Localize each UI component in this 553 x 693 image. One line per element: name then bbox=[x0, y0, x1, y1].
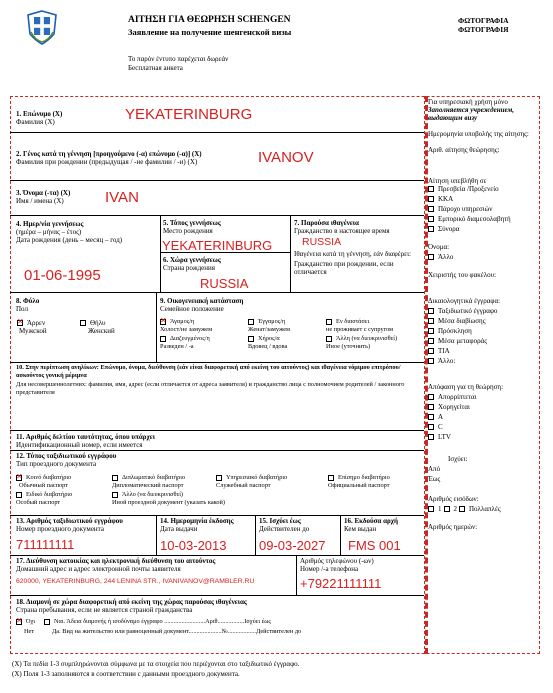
female-checkbox[interactable] bbox=[80, 320, 86, 326]
first-name-value[interactable]: IVAN bbox=[105, 189, 139, 206]
field-4-label: 4. Ημερ/νία γεννήσεως (ημέρα – μήνας – έτος) Дата рождения (день – месяц – год) bbox=[16, 220, 123, 244]
field-3-label: 3. Όνομα (-τα) (X) Имя / имена (X) bbox=[16, 189, 71, 205]
field-6-label: 6. Χώρα γεννήσεως Страна рождения bbox=[163, 256, 221, 272]
field-11-label: 11. Αριθμός δελτίου ταυτότητας, όπου υπάρχει Идентификационный номер, если имеется bbox=[16, 433, 155, 449]
field-17-label: 17. Διεύθυνση κατοικίας και ηλεκτρονική διεύθυνση του αιτούντος Домашний адрес и адрес электронной почты заявителя bbox=[16, 557, 216, 573]
field-5-label: 5. Τόπος γεννήσεως Место рождения bbox=[163, 219, 221, 235]
free-text-russian: Бесплатная анкета bbox=[128, 64, 183, 72]
nationality-value[interactable]: RUSSIA bbox=[302, 236, 342, 248]
nationality-birth-label: Ιθαγένεια κατά τη γέννηση, εάν διαφέρει: Гражданство при рождении, если отличается bbox=[294, 250, 411, 276]
phone-label: Αριθμός τηλεφώνου (-ων) Номер /-а телефона bbox=[300, 557, 374, 573]
title-greek: ΑΙΤΗΣΗ ΓΙΑ ΘΕΩΡΗΣΗ SCHENGEN bbox=[128, 15, 291, 25]
residence-options[interactable]: ✕ Όχι Ναι. Άδεια διαμονής ή ισοδύναμο έγγραφο ..........................Αριθ.................Ισχύει έως Нет Да. Вид на жительство или равноценный документ.....................№..................Действителен до bbox=[16, 618, 420, 635]
marital-status-options[interactable]: ✕ Άγαμος/η Έγγαμος/η Εν διαστάσει Холост/не замужем Женат/замужем не проживает с супругом Διαζευγμένος/η Χήρος/α Άλλη (να διευκρινισθεί) Разведен / -а Вдовец / вдова Иное (уточнить) bbox=[160, 318, 422, 350]
birth-country-value[interactable]: RUSSIA bbox=[200, 276, 249, 291]
field-16-label: 16. Εκδούσα αρχή Кем выдан bbox=[344, 517, 398, 533]
phone-value[interactable]: +79221111111 bbox=[300, 576, 382, 591]
sex-female-option[interactable]: Θήλυ Женский bbox=[80, 319, 115, 335]
greek-emblem bbox=[26, 10, 58, 45]
single-checkbox[interactable] bbox=[160, 319, 166, 325]
field-18-label: 18. Διαμονή σε χώρα διαφορετική από εκείνη της χώρας παρούσας ιθαγένειας Страна пребывания, если не является страной гражданства bbox=[16, 598, 247, 614]
residence-yes-checkbox[interactable] bbox=[44, 619, 50, 625]
photo-label: ΦΩΤΟΓΡΑΦΙΑ ΦΩΤΟΓΡΑΦΙЯ bbox=[458, 16, 509, 34]
travel-document-type-options[interactable]: ✕ Κοινό διαβατήριο Διπλωματικό διαβατήριο Υπηρεσιακό διαβατήριο Επίσημο διαβατήριο Обычный паспорт Дипломатический паспорт Служебный паспорт Официальный паспорт Ειδικό διαβατήριο Άλλο (να διευκρινισθεί) Особый паспорт Иной проездной документ (указать какой) bbox=[16, 474, 420, 506]
title-russian: Заявление на получение шенгенской визы bbox=[128, 27, 292, 37]
surname-value[interactable]: YEKATERINBURG bbox=[125, 106, 253, 123]
field-7-label: 7. Παρούσα ιθαγένεια Гражданство в настоящее время bbox=[294, 219, 390, 235]
birth-surname-value[interactable]: IVANOV bbox=[258, 149, 314, 166]
valid-until-value[interactable]: 09-03-2027 bbox=[259, 538, 326, 553]
sidebar-official-use: Για υπηρεσιακή χρήση μόνο Заполняется учреждением, выдающим визу Ημερομηνία υποβολής της αίτησης: Αριθ. αίτησης θεώρησης: Αίτηση υπεβλήθη σε Πρεσβεία /Προξενείο ΚΚΑ Πάροχο υπηρεσιών Εμπορικό διαμεσολαβητή Σύνορα Όνομα: Άλλο Χειριστής του φακέλου: Δικαιολογητικά έγγραφα: Ταξιδιωτικό έγγραφο Μέσα διαβίωσης Πρόσκληση Μέσα μεταφοράς ΤΙΑ Άλλο: Απόφαση για τη θεώρηση: Απορρίπτεται Χορηγείται A C LTV Ισχύει: Από Έως Αριθμός εισόδων: 1 2 Πολλαπλές Αριθμός ημερών: bbox=[428, 98, 529, 531]
field-15-label: 15. Ισχύει έως Действителен до bbox=[259, 517, 310, 533]
field-14-label: 14. Ημερομηνία έκδοσης Дата выдачи bbox=[160, 517, 234, 533]
field-13-label: 13. Αριθμός ταξιδιωτικού εγγράφου Номер проездного документа bbox=[16, 517, 123, 533]
ordinary-passport-checkbox[interactable] bbox=[16, 475, 22, 481]
home-address-value[interactable]: 620000, YEKATERINBURG, 244 LENINA STR., IVANIVANOV@RAMBLER.RU bbox=[16, 578, 255, 585]
birth-place-value[interactable]: YEKATERINBURG bbox=[162, 238, 273, 253]
sex-male-option[interactable]: ✕ Άρρεν Мужской bbox=[17, 319, 47, 335]
residence-no-checkbox[interactable] bbox=[16, 619, 22, 625]
birth-date-value[interactable]: 01-06-1995 bbox=[24, 267, 101, 284]
field-12-label: 12. Τύπος ταξιδιωτικού εγγράφου Тип проездного документа bbox=[16, 452, 117, 468]
field-9-label: 9. Οικογενειακή κατάσταση Семейное положение bbox=[160, 297, 244, 313]
issued-by-value[interactable]: FMS 001 bbox=[348, 538, 401, 553]
footer-note: (X) Τα πεδία 1-3 συμπληρώνονται σύμφωνα με τα στοιχεία που περιέχονται στο ταξιδιωτικό έγγραφο. (X) Поля 1-3 заполняются в соответствии с данными проездного документа. bbox=[12, 660, 300, 678]
field-2-label: 2. Γένος κατά τη γέννηση [προηγούμενο (-α) επώνυμο (-α)] (X) Фамилия при рождении (предыдущая / -ие фамилии / -и) (X) bbox=[16, 150, 202, 166]
issue-date-value[interactable]: 10-03-2013 bbox=[160, 538, 227, 553]
free-text-greek: Το παρόν έντυπο παρέχεται δωρεάν bbox=[128, 55, 229, 63]
male-checkbox[interactable] bbox=[17, 320, 23, 326]
field-10-label: 10. Στην περίπτωση ανηλίκων: Επώνυμο, όνομα, διεύθυνση (εάν είναι διαφορετική από εκείνη του αιτούντος) και ιθαγένεια νόμιμου επιτρόπου/ασκούντος γονική μέριμνα Для несовершеннолетних: фамилия, имя, адрес (если отличается от адреса заявителя) и гражданство лица с полномочием родителей / законного представителя bbox=[16, 364, 405, 396]
document-number-value[interactable]: 711111111 bbox=[16, 537, 75, 552]
field-1-label: 1. Επώνυμο (X) Фамилия (X) bbox=[16, 110, 63, 126]
field-8-label: 8. Φύλο Пол bbox=[16, 297, 40, 313]
